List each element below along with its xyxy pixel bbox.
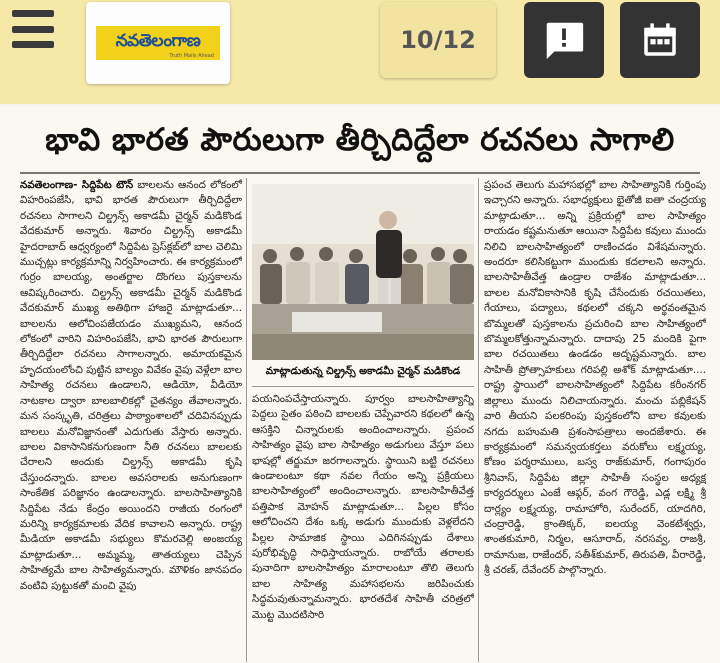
column-divider (246, 178, 247, 662)
calendar-icon (639, 19, 681, 61)
article-body-col2: పయనింపచేస్తాయన్నారు. పూర్వం బాలసాహిత్యాన్ని పెద్దలు సైతం పఠించి బాలలకు చెప్పేవారని కథలలో ఉన్న ఆసక్తిని చిన్నారులకు అందించాలన్నారు. ప్రపంచ సాహిత్యం వైపు బాల సాహిత్యం అడుగులు వేస్తూ పలు భాషల్లో తర్జుమా జరగాలన్నారు. స్థాయిని బట్టి రచనలు ఉండాలంటూ కథా నవల గేయం అన్ని ప్రక్రియలు బాలసాహిత్యంలో అందించాలన్నారు. బాలసాహితీవేత్త పత్తిపాక మోహన్ మాట్లాడుతూ... పిల్లల కోసం ఆలోచించని దేశం ఒక్క అడుగు ముందుకు వెళ్లలేదని పిల్లల సామాజిక స్థాయి ఎదిగినప్పుడు దేశాలు పురోభివృద్ధి సాధిస్తాయన్నారు. రాబోయే తరాలకు పునాదిగా బాలసాహిత్యం మారాలంటూ తొలి తెలుగు బాల సాహిత్య మహాసభలను జరిపించుకు సిద్ధమవుతున్నామన్నారు. భారతదేశ సాహితీ చరిత్రలో మొట్ట మొదటిసారి (252, 393, 474, 621)
logo-title: నవతెలంగాణ (115, 31, 201, 51)
article-body-col1: బాలలను ఆనంద లోకంలో విహరింపజేసి, భావి భారత పౌరులుగా తీర్చిదిద్దేలా రచనలు సాగాలని చిల్డ్రన్స్ అకాడమీ చైర్మన్ మడికొండ వేదకుమార్ అన్నారు. శివారం చిల్డ్రన్స్ అకాడమీ హైదరాబాద్ ఆధ్వర్యంలో సిద్దిపేట ప్రెస్‌క్లబ్‌లో బాల చెలిమి ముచ్చట్లు కార్యక్రమాన్ని నిర్వహించారు. ఈ కార్యక్రమంలో గుర్రం బాలయ్య, అంతర్జాల దొంగలు పుస్తకాలను ఆవిష్కరించారు. చిల్డ్రన్స్ అకాడమీ చైర్మన్ మడికొండ వేదకుమార్ ముఖ్య అతిథిగా హాజరై మాట్లాడుతూ... బాలలను ఆలోచింపజేయడం ముఖ్యమని, ఆనంద లోకంలో వారిని విహరింపజేసి, భావి భారత పౌరులుగా తీర్చిదిద్దేలా రచనలు సాగాలన్నారు. అమాయకమైన హృదయంలోంచి పుట్టిన బాల్యం వివేకం వైపు వెళ్లేలా బాల సాహిత్య రచనలు ఉండాలని, ఆడియో, వీడియో నాటకాల ద్వారా బాలబాలికల్లో చైతన్యం తేవాలన్నారు. మన సంస్కృతి, చరిత్రలు పాఠ్యాంశాలలో చదివినప్పుడు బాలలు మనోవిజ్ఞానంతో ఎదుగుతు వేస్తారు అన్నారు. బాలల వికాసానికనుగుణంగా నీతి రచనలు బాలలకు చేరాలని అందుకు చిల్డ్రన్స్ అకాడమీ కృషి చేస్తుందన్నారు. బాలల అవసరాలకు అనుగుణంగా సాంకేతిక పరిజ్ఞానం ఉండాలన్నారు. బాలసాహిత్యానికి సిద్దిపేట నేడు కేంద్రం అయిందని రాజీయ రంగంలో మరిన్ని కార్యక్రమాలకు వేదిక కావాలని అన్నారు. రాష్ట్ర మీడియా అకాడమీ సభ్యులు కొమరవెల్లి అంజయ్య మాట్లాడుతూ... అమ్మమ్మ, తాతయ్యలు చెప్పిన సాహిత్యమే బాల సాహిత్యమన్నారు. మౌళికం జానపదం వంటివి పుట్టుకతో మంచి వైపు (20, 179, 242, 592)
menu-bar-line (12, 26, 54, 33)
article-headline: భావి భారత పౌరులుగా తీర్చిదిద్దేలా రచనలు సాగాలి (45, 122, 675, 158)
article-clipping[interactable] (0, 106, 720, 663)
article-dateline: నవతెలంగాణ- సిద్దిపేట టౌన్ (20, 179, 134, 191)
top-bar (0, 0, 720, 104)
caption-divider (252, 386, 474, 387)
page-indicator[interactable] (380, 2, 496, 78)
comment-button[interactable] (524, 2, 604, 78)
calendar-button[interactable] (620, 2, 700, 78)
article-photo (252, 184, 474, 360)
menu-bar-line (12, 10, 54, 17)
logo-banner (96, 26, 220, 60)
logo-tagline: Truth Mails Ahead (169, 53, 214, 59)
article-column-1 (20, 178, 242, 662)
headline-divider (20, 172, 700, 174)
newspaper-logo[interactable] (86, 2, 230, 84)
article-column-3 (484, 178, 706, 662)
event-photo-illustration (252, 184, 474, 360)
column-divider (478, 178, 479, 662)
hamburger-menu-icon[interactable] (12, 10, 54, 48)
page-indicator-label: 10/12 (400, 26, 476, 54)
comment-icon (541, 17, 587, 63)
photo-caption: మాట్లాడుతున్న చిల్డ్రన్స్ అకాడమీ చైర్మన్ మడికొండ (265, 366, 461, 377)
article-column-2 (252, 392, 474, 662)
article-body-col3: ప్రపంచ తెలుగు మహాసభల్లో బాల సాహిత్యానికి గుర్తింపు ఇచ్చారని అన్నారు. సభాధ్యక్షులు భైతోజీ ఐతా చంద్రయ్య మాట్లాడుతూ... అన్ని ప్రక్రియల్లో బాల సాహిత్యం రాయడం కష్టమనుతూ ఆయినా సిద్దిపేట కవులు ముందు నిలిచి బాలసాహిత్యంలో రాణించడం విశేషమన్నారు. అందరూ కలిసికట్టుగా ముందుకు కదలాలని అన్నారు. బాలసాహితీవేత్త ఉండ్రాల రాజేశం మాట్లాడుతూ... బాలల మనోవికాసానికి కృషి చేసేందుకు రచయితలు, గేయాలు, పద్యాలు, కథలలో చక్కని అర్థవంతమైన బొమ్మలతో పుస్తకాలను ప్రచురించి బాల సాహిత్యంలో బొమ్మలకోత్తున్నామన్నారు. దాదాపు 25 మందికి పైగా బాల రచయితలు ఉండడం అదృష్టమన్నారు. బాల సాహితీ ప్రోత్సాహకులు గరిపల్లి అశోక్ మాట్లాడుతూ.... రాష్ట్ర స్థాయిలో బాలసాహిత్యంలో సిద్దిపేట కరీంనగర్ జిల్లాలు ముందు నిలిచాయన్నారు. మంచు పబ్లికేషన్ వారి తీయని పలకరింపు పుస్తకంలోని బాల కవులకు నగదు బహుమతి ప్రశంసాపత్రాలు అందజేశారు. ఈ కార్యక్రమంలో సమన్వయకర్తలు వరుకోలు లక్ష్మయ్య, కోణం పర్శరాములు, బస్వ రాజ్‌కుమార్, గంగాపురం శ్రీనివాస్, సిద్దిపేట జిల్లా సాహితీ సంస్థల అధ్యక్ష కార్యదర్శులు ఎంజే ఆఫ్గర్, వంగ గౌరెడ్డి, ఎడ్ల లక్ష్మి శ్రీ దార్ల్యం లక్ష్మయ్య, రామాహోరి, సురేందర్, యాదగిరి, చంద్రారెడ్డి, క్రాంతిక్కర్, ఐలయ్య వెంకటేశ్వర్లు, శాంతకుమారి, నిర్మల, ఆసూరాద్, నరసవ్వ, రాజశ్రీ, రామానుజ, రాజేందర్, సతీశ్‌కుమార్, తిరుపతి, వీరారెడ్డి, శ్రీ చరణ్, దేవేందర్ పాల్గొన్నారు. (484, 179, 706, 577)
menu-bar-line (12, 41, 54, 48)
